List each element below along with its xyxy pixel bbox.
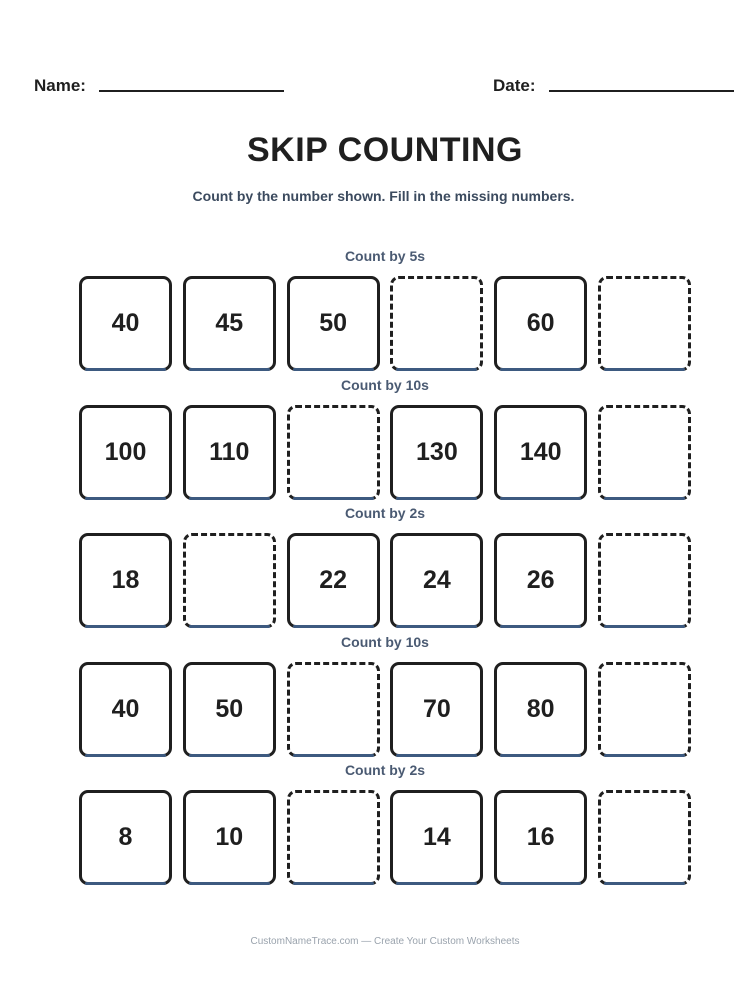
- row-label: Count by 2s: [344, 505, 426, 521]
- number-value: 10: [215, 823, 244, 851]
- box-underline: [500, 368, 581, 371]
- number-box: [494, 533, 587, 628]
- box-underline: [604, 625, 685, 628]
- box-underline: [293, 625, 374, 628]
- box-underline: [189, 625, 270, 628]
- box-underline: [85, 497, 166, 500]
- box-underline: [604, 754, 685, 757]
- number-box: [390, 405, 483, 500]
- box-underline: [293, 882, 374, 885]
- number-value: 8: [118, 823, 133, 851]
- box-underline: [293, 368, 374, 371]
- box-underline: [396, 882, 477, 885]
- date-line[interactable]: [549, 90, 734, 92]
- number-box: [183, 790, 276, 885]
- box-underline: [85, 754, 166, 757]
- blank-number-box[interactable]: [287, 405, 380, 500]
- box-underline: [604, 497, 685, 500]
- number-box: [287, 276, 380, 371]
- header-row: [34, 76, 736, 98]
- number-value: 110: [209, 437, 250, 466]
- number-box: [183, 662, 276, 757]
- number-box: [79, 276, 172, 371]
- box-underline: [500, 754, 581, 757]
- box-underline: [500, 882, 581, 885]
- blank-number-box[interactable]: [598, 405, 691, 500]
- blank-number-box[interactable]: [390, 276, 483, 371]
- box-underline: [85, 368, 166, 371]
- number-box: [287, 533, 380, 628]
- box-underline: [396, 625, 477, 628]
- box-underline: [189, 497, 270, 500]
- number-box: [79, 662, 172, 757]
- box-underline: [604, 368, 685, 371]
- footer: CustomNameTrace.com — Create Your Custom Worksheets: [250, 936, 520, 947]
- box-underline: [500, 497, 581, 500]
- number-cells: [79, 405, 691, 501]
- box-underline: [189, 368, 270, 371]
- row-label: Count by 10s: [341, 376, 429, 393]
- number-value: 100: [104, 437, 147, 466]
- skip-count-row: [79, 634, 691, 760]
- number-value: 18: [111, 566, 140, 594]
- number-value: 40: [111, 309, 140, 337]
- number-value: 26: [526, 566, 555, 594]
- skip-count-row: [79, 377, 691, 503]
- name-label: Name:: [34, 76, 86, 95]
- number-cells: [79, 533, 691, 629]
- number-value: 40: [111, 694, 140, 723]
- number-box: [79, 533, 172, 628]
- date-label: Date:: [493, 76, 536, 95]
- number-value: 14: [422, 823, 451, 851]
- number-box: [494, 662, 587, 757]
- box-underline: [293, 497, 374, 500]
- number-value: 50: [215, 694, 244, 723]
- name-field[interactable]: [34, 76, 284, 96]
- box-underline: [604, 882, 685, 885]
- box-underline: [85, 882, 166, 885]
- number-value: 80: [526, 694, 555, 723]
- name-line[interactable]: [99, 90, 284, 92]
- number-value: 130: [416, 437, 458, 466]
- number-box: [494, 790, 587, 885]
- number-box: [183, 276, 276, 371]
- skip-count-row: [79, 505, 691, 631]
- number-box: [494, 276, 587, 371]
- number-value: 22: [319, 566, 347, 594]
- row-label: Count by 5s: [344, 248, 426, 264]
- blank-number-box[interactable]: [598, 662, 691, 757]
- box-underline: [396, 754, 477, 757]
- number-box: [79, 790, 172, 885]
- number-cells: [79, 662, 691, 758]
- row-label: Count by 10s: [341, 633, 429, 650]
- skip-count-row: [79, 762, 691, 888]
- number-value: 45: [215, 309, 244, 337]
- number-value: 24: [422, 566, 451, 594]
- box-underline: [85, 625, 166, 628]
- number-value: 60: [526, 309, 555, 337]
- box-underline: [189, 882, 270, 885]
- blank-number-box[interactable]: [598, 790, 691, 885]
- box-underline: [293, 754, 374, 757]
- blank-number-box[interactable]: [287, 662, 380, 757]
- number-box: [79, 405, 172, 500]
- instructions: Count by the number shown. Fill in the missing numbers.: [192, 188, 575, 204]
- number-value: 16: [526, 823, 555, 851]
- blank-number-box[interactable]: [183, 533, 276, 628]
- box-underline: [500, 625, 581, 628]
- box-underline: [396, 497, 477, 500]
- number-box: [390, 790, 483, 885]
- skip-count-row: [79, 248, 691, 374]
- number-cells: [79, 276, 691, 372]
- page-title: SKIP COUNTING: [246, 131, 523, 169]
- number-cells: [79, 790, 691, 886]
- blank-number-box[interactable]: [287, 790, 380, 885]
- row-label: Count by 2s: [344, 762, 426, 778]
- number-box: [390, 662, 483, 757]
- number-box: [183, 405, 276, 500]
- number-box: [390, 533, 483, 628]
- number-value: 70: [422, 694, 451, 723]
- number-value: 140: [519, 437, 562, 466]
- blank-number-box[interactable]: [598, 533, 691, 628]
- box-underline: [396, 368, 477, 371]
- blank-number-box[interactable]: [598, 276, 691, 371]
- number-value: 50: [319, 309, 347, 337]
- box-underline: [189, 754, 270, 757]
- number-box: [494, 405, 587, 500]
- date-field[interactable]: [493, 76, 734, 96]
